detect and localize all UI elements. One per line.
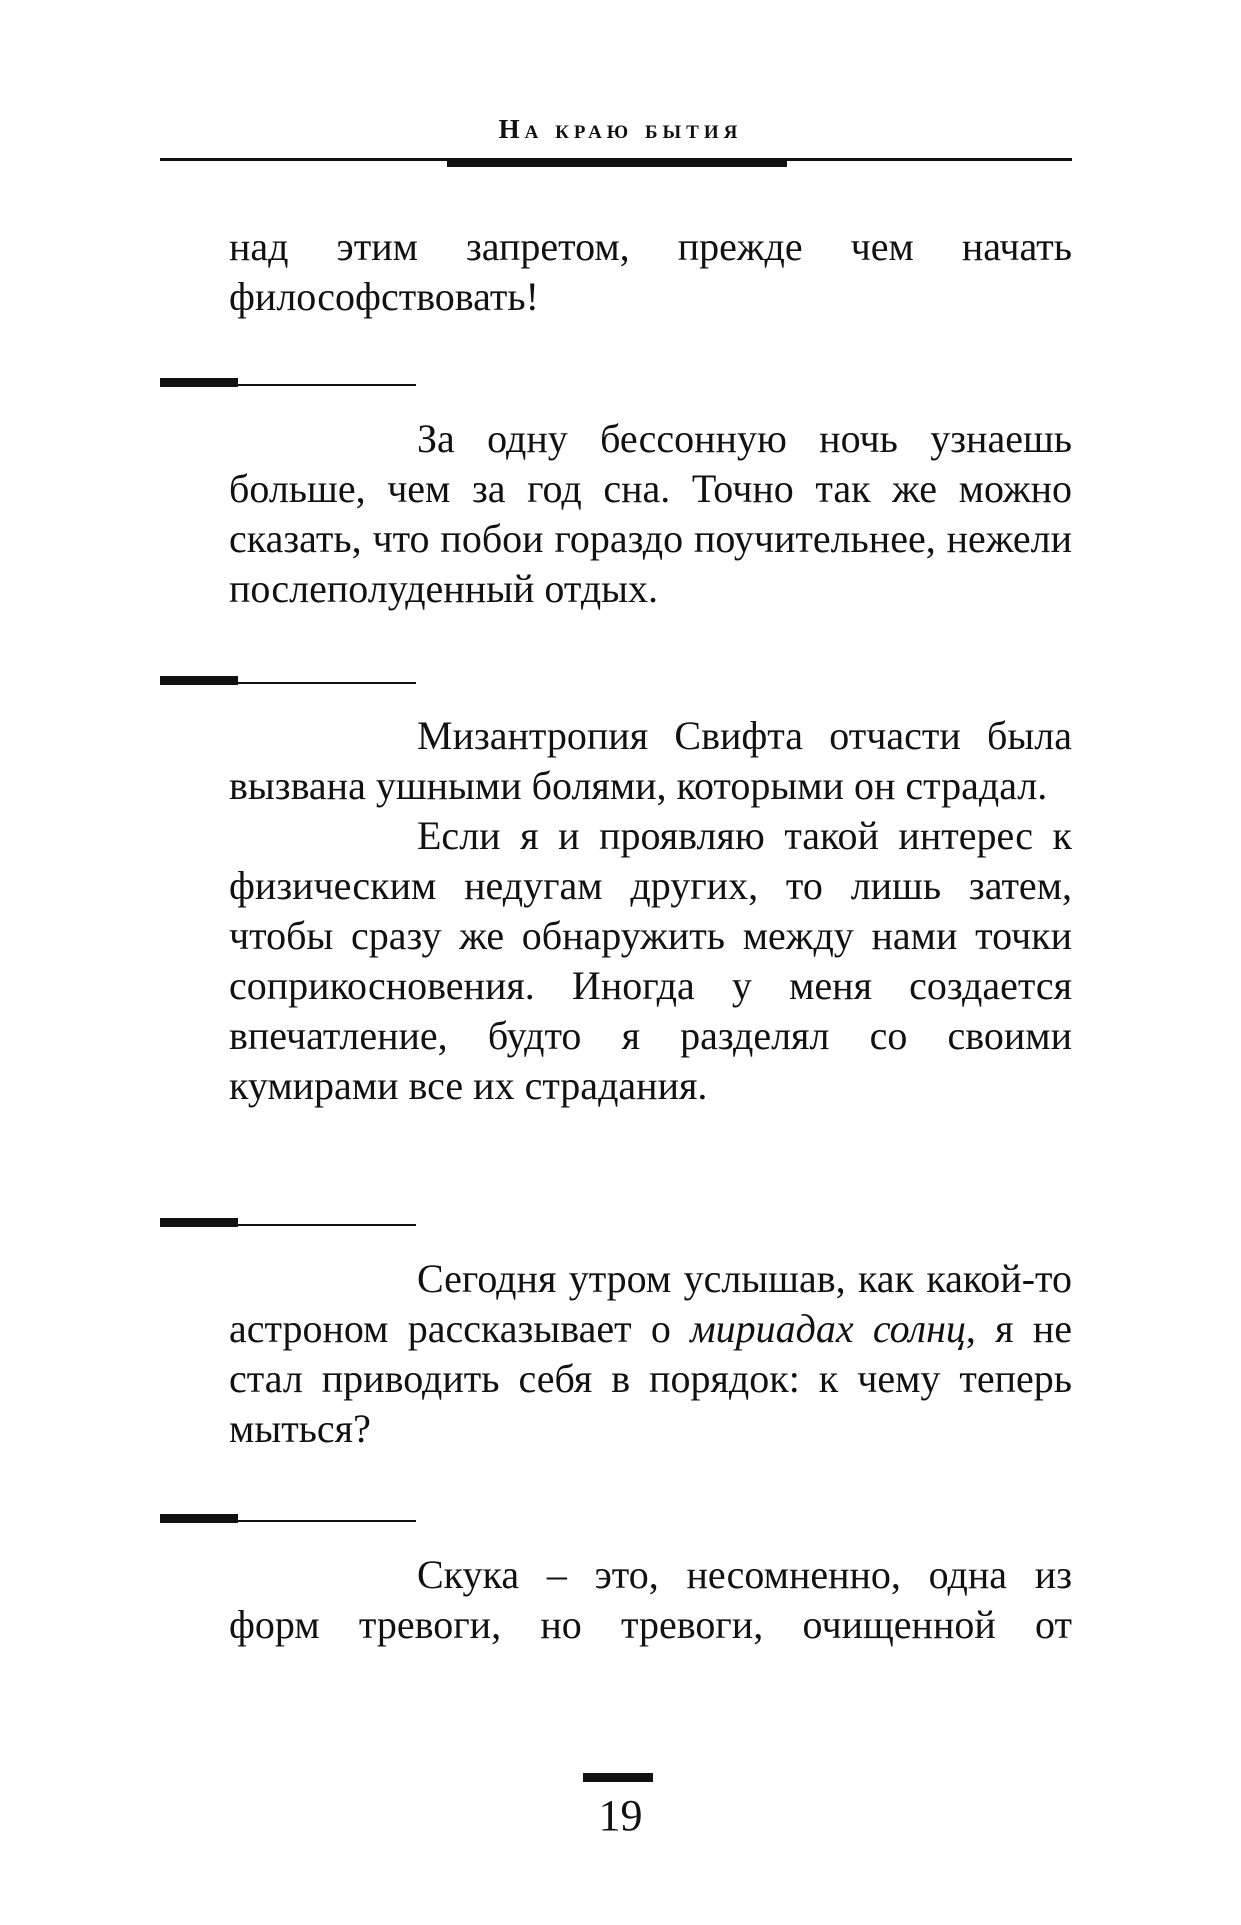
paragraph [229,1254,1072,1454]
divider-thin-line [160,384,416,386]
divider-thin-line [160,1520,416,1522]
section-divider [160,378,416,390]
page-number: 19 [598,1791,643,1840]
divider-thin-line [160,1224,416,1226]
entry-continuation [229,222,1072,322]
paragraph-text: Сегодня утром услышав, как какой-то астроном рассказывает о [229,1256,1072,1351]
folio-rule [583,1773,653,1782]
paragraph: Мизантропия Свифта отчасти была вызвана ушными болями, которыми он страдал. [229,713,1072,808]
entry-astronomer [229,1254,1072,1454]
section-divider [160,1218,416,1230]
running-head-title: На краю бытия [498,114,743,144]
paragraph: Скука – это, несомненно, одна из форм тревоги, но тревоги, очищенной от [229,1552,1072,1647]
entry-swift-misanthropy [229,711,1072,1111]
entry-sleepless-night [229,414,1072,614]
italic-phrase: мириадах солнц [690,1306,966,1351]
header-rule-accent [447,159,787,167]
paragraph: над этим запретом, прежде чем начать философствовать! [229,224,1072,319]
entry-boredom [229,1550,1072,1650]
paragraph-text: , я не стал приводить себя в порядок: к чему теперь мыться? [229,1306,1073,1451]
paragraph: Если я и проявляю такой интерес к физическим недугам других, то лишь затем, чтобы сразу же обнаружить между нами точки соприкосновения. Иногда у меня создается впечатление, будто я разделял со своими кумирами все их страдания. [229,813,1072,1108]
divider-thin-line [160,682,416,684]
section-divider [160,1514,416,1526]
section-divider [160,676,416,688]
paragraph: За одну бессонную ночь узнаешь больше, чем за год сна. Точно так же можно сказать, что побои гораздо поучительнее, нежели послеполуденный отдых. [229,416,1072,611]
